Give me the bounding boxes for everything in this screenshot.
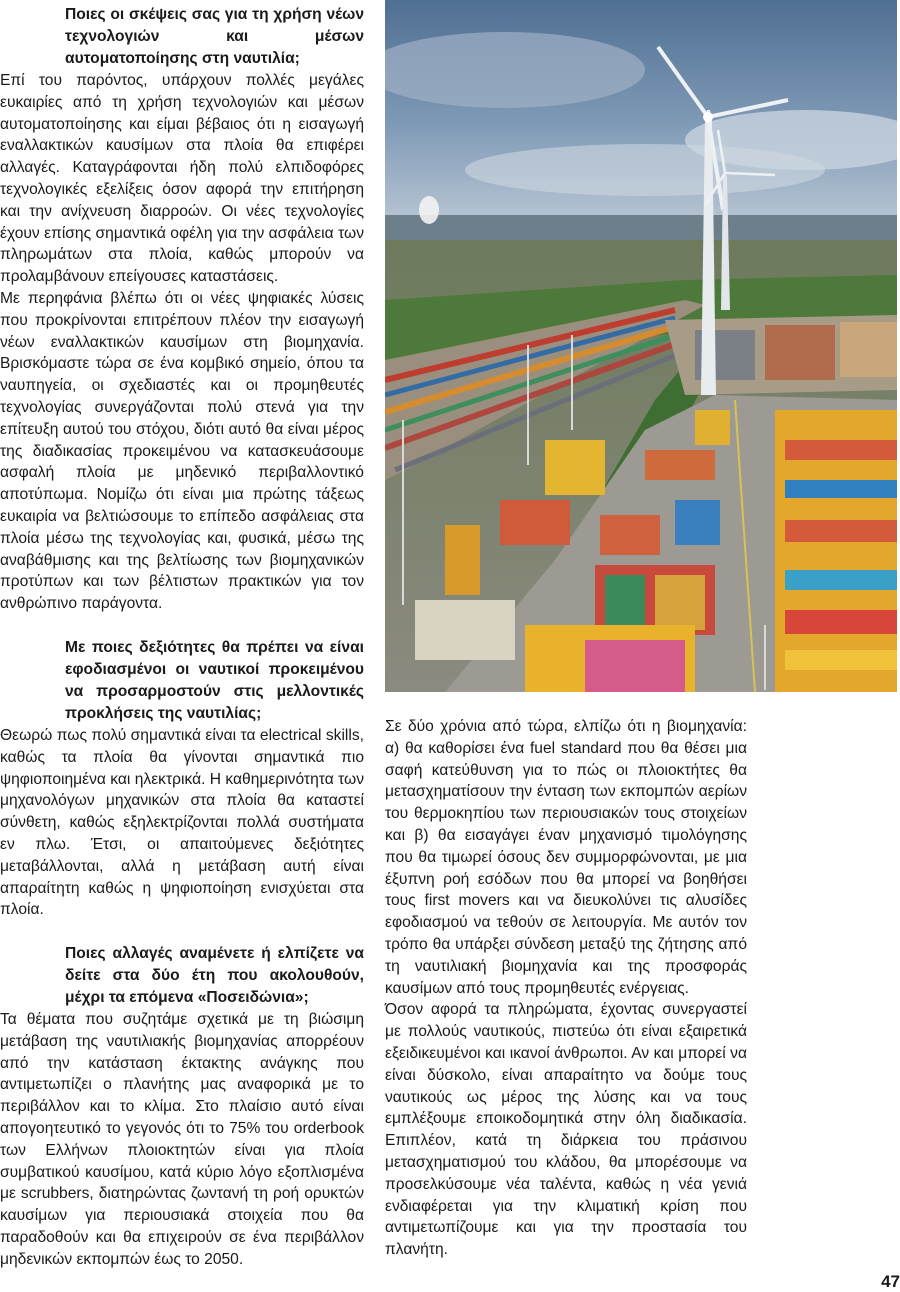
- question-heading-3: Ποιες αλλαγές αναμένετε ή ελπίζετε να δείτε στα δύο έτη που ακολουθούν, μέχρι τα επόμενα «Ποσειδώνια»;: [65, 945, 364, 1007]
- answer-paragraph-3: Θεωρώ πως πολύ σημαντικά είναι τα electrical skills, καθώς τα πλοία θα γίνονται σημαντικά πιο ψηφιοποιημένα και ηλεκτρικά. Η καθημερινότητα των μηχανολόγων μηχανικών στα πλοία θα καταστεί σύνθετη, καθώς εξηλεκτρίζονται πολλά συστήματα εν πλω. Έτσι, οι απαιτούμενες δεξιότητες μεταβάλλονται, αλλά η μετάβαση αυτή είναι απαραίτητη καθώς η ψηφιοποίηση ενισχύεται στα πλοία.: [0, 726, 364, 919]
- left-column: [0, 0, 364, 1271]
- question-heading-1: Ποιες οι σκέψεις σας για τη χρήση νέων τεχνολογιών και μέσων αυτοματοποίησης στη ναυτιλία;: [65, 6, 364, 67]
- right-text-block: [385, 716, 747, 1261]
- cloud: [465, 144, 825, 196]
- question-heading-2: Με ποιες δεξιότητες θα πρέπει να είναι εφοδιασμένοι οι ναυτικοί προκειμένου να προσαρμοστούν στις μελλοντικές προκλήσεις της ναυτιλίας;: [65, 638, 364, 722]
- container-port-photo: [385, 0, 897, 692]
- answer-paragraph-5: Σε δύο χρόνια από τώρα, ελπίζω ότι η βιομηχανία: α) θα καθορίσει ένα fuel standard που θα θέσει μια σαφή κατεύθυνση για το πώς οι πλοιοκτήτες θα μετασχηματίσουν την ένταση των εκπομπών αερίων του θερμοκηπίου των περιουσιακών τους στοιχείων και β) θα εισαγάγει έναν μηχανισμό τιμολόγησης που θα τιμωρεί όσους δεν συμμορφώνονται, με μια έξυπνη ροή εσόδων που θα μπορεί να βοηθήσει τους first movers και να διευκολύνει τις αλυσίδες εφοδιασμού να τεθούν σε λειτουργία. Με αυτόν τον τρόπο θα υπάρξει σύνδεση μεταξύ της ζήτησης από τη ναυτιλιακή βιομηχανία και της προσφοράς καυσίμων από τους προμηθευτές ενέργειας.: [385, 718, 747, 997]
- answer-paragraph-4: Τα θέματα που συζητάμε σχετικά με τη βιώσιμη μετάβαση της ναυτιλιακής βιομηχανίας απορρέουν από την κατάσταση έκτακτης ανάγκης που αντιμετωπίζει ο πλανήτης μας αναφορικά με το περιβάλλον και το κλίμα. Στο πλαίσιο αυτό είναι απογοητευτικό το γεγονός ότι το 75% του orderbook των Ελλήνων πλοιοκτητών είναι για πλοία συμβατικού καυσίμου, κατά κύριο λόγο εξοπλισμένα με scrubbers, διατηρώντας ζωντανή τη ροή ορυκτών καυσίμων για περιουσιακά στοιχεία που θα παραδοθούν και θα επιχειρούν σε ένα περιβάλλον μηδενικών εκπομπών έως το 2050.: [0, 1011, 364, 1268]
- answer-paragraph-6: Όσον αφορά τα πληρώματα, έχοντας συνεργαστεί με πολλούς ναυτικούς, πιστεύω ότι είναι εξαιρετικά εξειδικευμένοι και ικανοί άνθρωποι. Αν και μπορεί να είναι δύσκολο, είναι απαραίτητο να δούμε τους ναυτικούς ως μέρος της λύσης και να τους εμπλέξουμε εποικοδομητικά στην όλη διαδικασία. Επιπλέον, κατά τη διάρκεια του πράσινου μετασχηματισμού του κλάδου, θα μπορέσουμε να προσελκύσουμε νέα ταλέντα, καθώς η νέα γενιά ενδιαφέρεται για την κλιματική κρίση που αντιμετωπίζουμε και για την προστασία του πλανήτη.: [385, 1001, 747, 1259]
- answer-paragraph-2: Με περηφάνια βλέπω ότι οι νέες ψηφιακές λύσεις που προκρίνονται επιτρέπουν πλέον την εισαγωγή νέων εναλλακτικών καυσίμων στη βιομηχανία. Βρισκόμαστε τώρα σε ένα κομβικό σημείο, όπου τα ναυπηγεία, οι σχεδιαστές και οι προμηθευτές τεχνολογίας συνεργάζονται πολύ στενά για την επίτευξη αυτού του στόχου, διότι αυτό θα είναι μέρος της διαδικασίας προκειμένου να κατασκευάσουμε ασφαλή πλοία με μηδενικό περιβαλλοντικό αποτύπωμα. Νομίζω ότι είναι μια πρώτης τάξεως ευκαιρία να βελτιώσουμε το επίπεδο ασφάλειας στα πλοία μέσω της τεχνολογίας και, φυσικά, μέσω της αναβάθμισης και της βελτίωσης των βιομηχανικών προτύπων και των βέλτιστων πρακτικών για τον ανθρώπινο παράγοντα.: [0, 289, 364, 613]
- terminal-stacks: [695, 322, 897, 380]
- page-number: 47: [881, 1272, 900, 1291]
- smoke: [419, 196, 439, 224]
- answer-paragraph-1: Επί του παρόντος, υπάρχουν πολλές μεγάλες ευκαιρίες από τη χρήση τεχνολογιών και μέσων αυτοματοποίησης και είμαι βέβαιος ότι η εισαγωγή εναλλακτικών καυσίμων στα πλοία θα επιφέρει αλλαγές. Καταγράφονται ήδη πολύ ελπιδοφόρες τεχνολογικές εξελίξεις όσον αφορά την επιτήρηση και την ανίχνευση διαρροών. Οι νέες τεχνολογίες έχουν επίσης σημαντικά οφέλη για την ασφάλεια των πληρωμάτων στα πλοία, καθώς μπορούν να προλαμβάνουν επείγουσες καταστάσεις.: [0, 72, 364, 286]
